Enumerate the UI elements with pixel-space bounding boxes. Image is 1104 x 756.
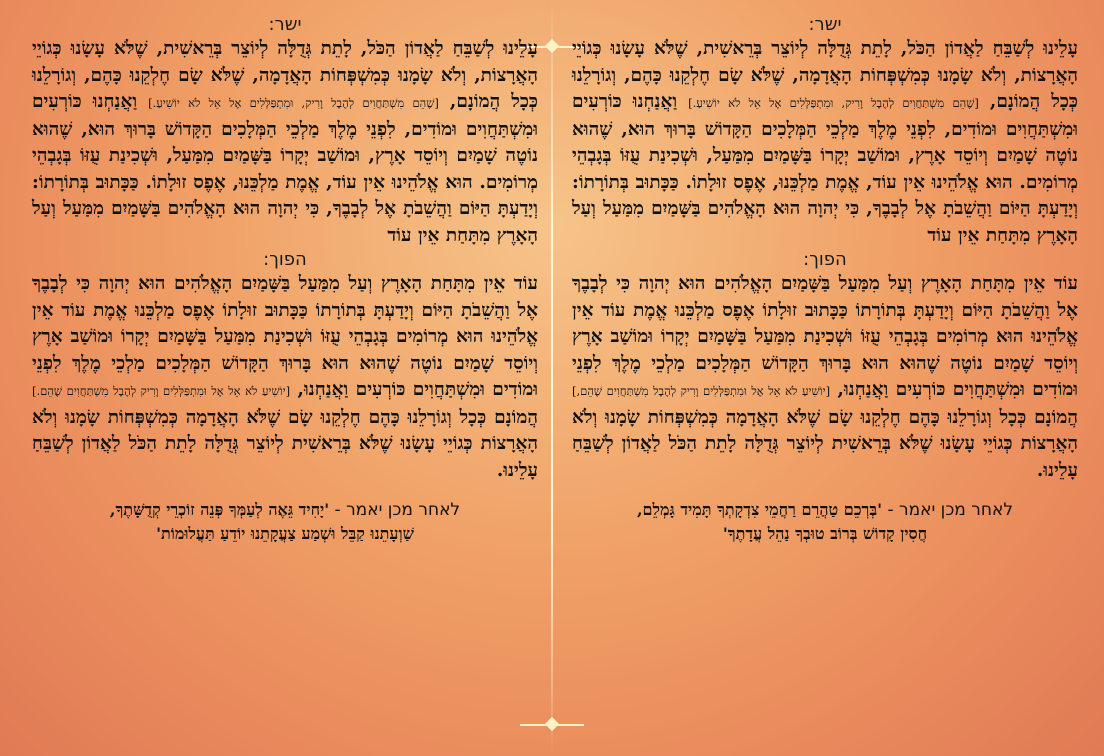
text-straight-part1: עָלֵינוּ לְשַׁבֵּחַ לַאֲדוֹן הַכֹּל, לָתֵת גְּדֻלָּה לְיוֹצֵר בְּרֵאשִׁית, שֶׁלֹּא עָשָׂנוּ כְּגוֹיֵי הָאֲרָצוֹת, וְלֹא שָׂמָנוּ כְּמִשְׁפְּחוֹת הָאֲדָמָה, שֶׁלֹּא שָׂם חֶלְקֵנוּ כָּהֶם, וְגוֹרָלֵנוּ כְּכָל הֲמוֹנָם, — [32, 38, 538, 112]
text-reversed-bracket: [יוֹשִׁיעַ לֹא אֵל אֶל וּמִתְפַּלְּלִים וָרִיק לְהֶבֶל מִשְׁתַּחֲוִים שֶׁהֵם,] — [572, 384, 831, 398]
text-reversed-part2: הֲמוֹנָם כְּכָל וְגוֹרָלֵנוּ כָּהֶם חֶלְקֵנוּ שָׂם שֶׁלֹּא הָאֲדָמָה כְּמִשְׁפְּחוֹת שָׂמָנוּ וְלֹא הָאֲרָצוֹת כְּגוֹיֵי עָשָׂנוּ שֶׁלֹּא בְּרֵאשִׁית לְיוֹצֵר גְּדֻלָּה לָתֵת הַכֹּל לַאֲדוֹן לְשַׁבֵּחַ עָלֵינוּ. — [32, 406, 538, 481]
paragraph-reversed — [572, 271, 1078, 484]
heading-reversed: הפוך: — [803, 249, 847, 270]
text-straight-part2: וַאֲנַחְנוּ כּוֹרְעִים וּמִשְׁתַּחֲוִים וּמוֹדִים, לִפְנֵי מֶלֶךְ מַלְכֵי הַמְּלָכִים הַקָּדוֹשׁ בָּרוּךְ הוּא, שֶׁהוּא נוֹטֶה שָׁמַיִם וְיוֹסֵד אָרֶץ, וּמוֹשַׁב יְקָרוֹ בַּשָּׁמַיִם מִמַּעַל, וּשְׁכִינַת עֻזּוֹ בְּגָבְהֵי מְרוֹמִים. הוּא אֱלֹהֵינוּ אֵין עוֹד, אֱמֶת מַלְכֵּנוּ, אֶפֶס זוּלָתוֹ. כַּכָּתוּב בְּתוֹרָתוֹ: וְיָדַעְתָּ הַיּוֹם וַהֲשֵׁבֹתָ אֶל לְבָבֶךָ, כִּי יְהוָה הוּא הָאֱלֹהִים בַּשָּׁמַיִם מִמַּעַל וְעַל הָאָרֶץ מִתָּחַת אֵין עוֹד — [572, 91, 1078, 246]
text-reversed-part1: עוֹד אֵין מִתָּחַת הָאָרֶץ וְעַל מִמַּעַל בַּשָּׁמַיִם הָאֱלֹהִים הוּא יְהוָה כִּי לְבָבֶךָ אֶל וַהֲשֵׁבֹתָ הַיּוֹם וְיָדַעְתָּ בְּתוֹרָתוֹ כַּכָּתוּב זוּלָתוֹ אֶפֶס מַלְכֵּנוּ אֱמֶת עוֹד אֵין אֱלֹהֵינוּ הוּא מְרוֹמִים בְּגָבְהֵי עֻזּוֹ וּשְׁכִינַת מִמַּעַל בַּשָּׁמַיִם יְקָרוֹ וּמוֹשַׁב אָרֶץ וְיוֹסֵד שָׁמַיִם נוֹטֶה שֶׁהוּא הוּא בָּרוּךְ הַקָּדוֹשׁ הַמְּלָכִים מַלְכֵי מֶלֶךְ לִפְנֵי וּמוֹדִים וּמִשְׁתַּחֲוִים כּוֹרְעִים וַאֲנַחְנוּ, — [572, 273, 1079, 400]
closing-line-1: 'יָחִיד גֵּאֶה לְעַמְּךָ פְּנֵה זוֹכְרֵי קְדֻשָּׁתֶךָ, — [109, 500, 330, 519]
right-column — [572, 14, 1078, 546]
text-straight-part1: עָלֵינוּ לְשַׁבֵּחַ לַאֲדוֹן הַכֹּל, לָתֵת גְּדֻלָּה לְיוֹצֵר בְּרֵאשִׁית, שֶׁלֹּא עָשָׂנוּ כְּגוֹיֵי הָאֲרָצוֹת, וְלֹא שָׂמָנוּ כְּמִשְׁפְּחוֹת הָאֲדָמָה, שֶׁלֹּא שָׂם חֶלְקֵנוּ כָּהֶם, וְגוֹרָלֵנוּ כְּכָל הֲמוֹנָם, — [572, 38, 1078, 112]
closing-lead: לאחר מכן יאמר - — [334, 500, 461, 520]
text-straight-part2: וַאֲנַחְנוּ כּוֹרְעִים וּמִשְׁתַּחֲוִים וּמוֹדִים, לִפְנֵי מֶלֶךְ מַלְכֵי הַמְּלָכִים הַקָּדוֹשׁ בָּרוּךְ הוּא, שֶׁהוּא נוֹטֶה שָׁמַיִם וְיוֹסֵד אָרֶץ, וּמוֹשַׁב יְקָרוֹ בַּשָּׁמַיִם מִמַּעַל, וּשְׁכִינַת עֻזּוֹ בְּגָבְהֵי מְרוֹמִים. הוּא אֱלֹהֵינוּ אֵין עוֹד, אֱמֶת מַלְכֵּנוּ, אֶפֶס זוּלָתוֹ. כַּכָּתוּב בְּתוֹרָתוֹ: וְיָדַעְתָּ הַיּוֹם וַהֲשֵׁבֹתָ אֶל לְבָבֶךָ, כִּי יְהוָה הוּא הָאֱלֹהִים בַּשָּׁמַיִם מִמַּעַל וְעַל הָאָרֶץ מִתָּחַת אֵין עוֹד — [32, 91, 538, 246]
paragraph-reversed — [32, 271, 538, 484]
paragraph-straight — [32, 36, 538, 249]
closing-lead: לאחר מכן יאמר - — [887, 500, 1013, 520]
closing-block — [572, 498, 1078, 546]
closing-line-2: חֲסִין קָדוֹשׁ בְּרוֹב טוּבְךָ נַהֵל עֲדָתֶךָ' — [722, 524, 928, 543]
ornament-diamond-bottom — [545, 717, 559, 731]
text-straight-bracket: [שֶׁהֵם מִשְׁתַּחֲוִים לְהֶבֶל וָרִיק, וּמִתְפַּלְּלִים אֶל אֵל לֹא יוֹשִׁיעַ.] — [688, 96, 979, 110]
left-column — [32, 14, 538, 546]
heading-straight: ישר: — [808, 14, 842, 35]
closing-line-1: 'בְּרְכֵם טַהֲרֵם רַחֲמֵי צִדְקָתְךָ תָּמִיד גָּמְלֵם, — [636, 500, 883, 519]
closing-line-2: שַׁוְעָתֵנוּ קַבֵּל וּשְׁמַע צַעֲקָתֵנוּ יוֹדֵעַ תַּעֲלוּמוֹת' — [156, 524, 414, 543]
text-straight-bracket: [שֶׁהֵם מִשְׁתַּחֲוִים לְהֶבֶל וָרִיק, וּמִתְפַּלְּלִים אֶל אֵל לֹא יוֹשִׁיעַ.] — [148, 96, 439, 110]
text-reversed-part1: עוֹד אֵין מִתָּחַת הָאָרֶץ וְעַל מִמַּעַל בַּשָּׁמַיִם הָאֱלֹהִים הוּא יְהוָה כִּי לְבָבֶךָ אֶל וַהֲשֵׁבֹתָ הַיּוֹם וְיָדַעְתָּ בְּתוֹרָתוֹ כַּכָּתוּב זוּלָתוֹ אֶפֶס מַלְכֵּנוּ אֱמֶת עוֹד אֵין אֱלֹהֵינוּ הוּא מְרוֹמִים בְּגָבְהֵי עֻזּוֹ וּשְׁכִינַת מִמַּעַל בַּשָּׁמַיִם יְקָרוֹ וּמוֹשַׁב אָרֶץ וְיוֹסֵד שָׁמַיִם נוֹטֶה שֶׁהוּא הוּא בָּרוּךְ הַקָּדוֹשׁ הַמְּלָכִים מַלְכֵי מֶלֶךְ לִפְנֵי וּמוֹדִים וּמִשְׁתַּחֲוִים כּוֹרְעִים וַאֲנַחְנוּ, — [32, 273, 539, 400]
text-reversed-bracket: [יוֹשִׁיעַ לֹא אֵל אֶל וּמִתְפַּלְּלִים וָרִיק לְהֶבֶל מִשְׁתַּחֲוִים שֶׁהֵם.] — [32, 384, 291, 398]
heading-straight: ישר: — [268, 14, 302, 35]
center-divider — [551, 0, 553, 756]
paragraph-straight — [572, 36, 1078, 249]
text-reversed-part2: הֲמוֹנָם כְּכָל וְגוֹרָלֵנוּ כָּהֶם חֶלְקֵנוּ שָׂם שֶׁלֹּא הָאֲדָמָה כְּמִשְׁפְּחוֹת שָׂמָנוּ וְלֹא הָאֲרָצוֹת כְּגוֹיֵי עָשָׂנוּ שֶׁלֹּא בְּרֵאשִׁית לְיוֹצֵר גְּדֻלָּה לָתֵת הַכֹּל לַאֲדוֹן לְשַׁבֵּחַ עָלֵינוּ. — [572, 406, 1078, 481]
ornament-diamond-top — [545, 39, 559, 53]
closing-block — [32, 498, 538, 546]
heading-reversed: הפוך: — [263, 249, 307, 270]
